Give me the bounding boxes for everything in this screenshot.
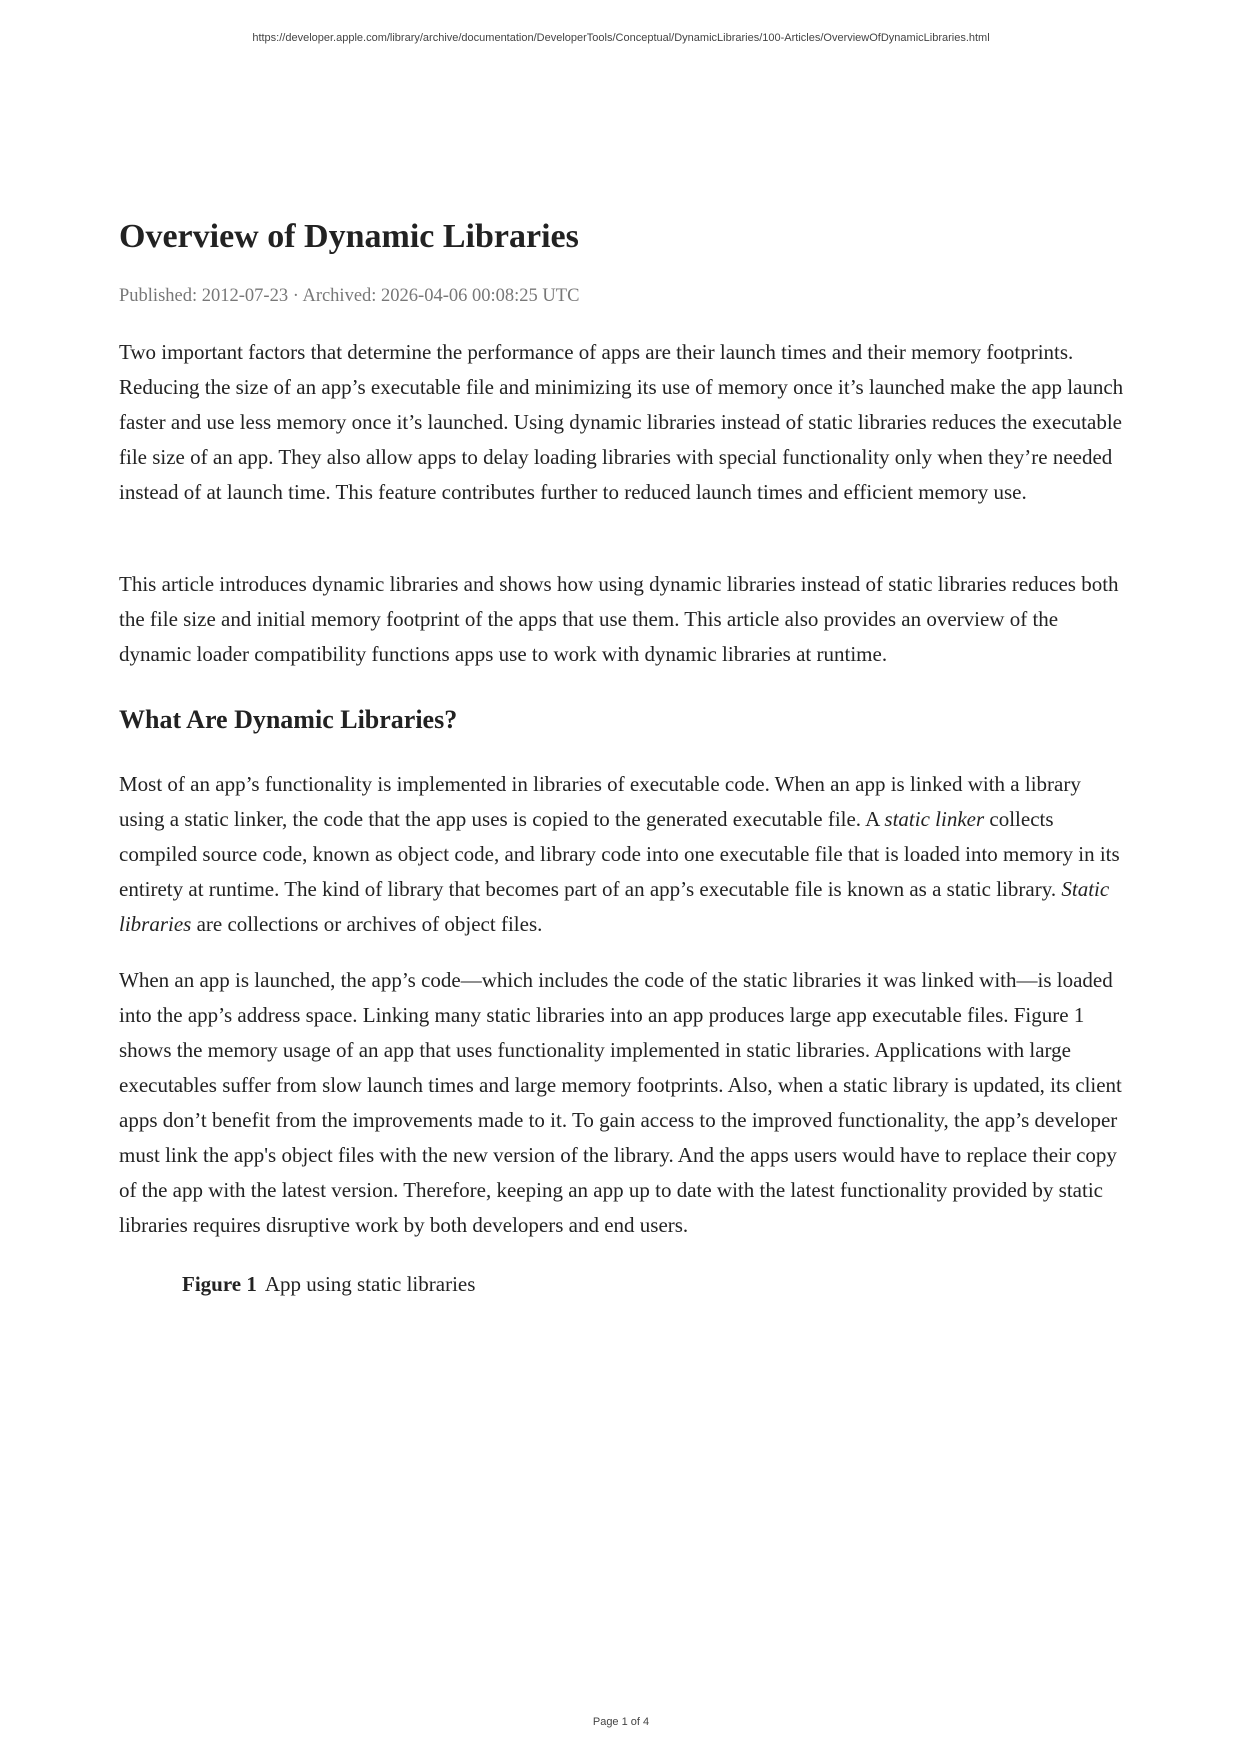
section-heading: What Are Dynamic Libraries?: [119, 705, 458, 734]
text: Most of an app’s functionality is implemented in libraries of executable code. When an app is linked with a library using a static linker, the code that the app uses is copied to the generated executable file. A: [119, 772, 1081, 831]
publish-meta: Published: 2012-07-23 · Archived: 2026-04-06 00:08:25 UTC: [119, 286, 580, 306]
text: collects compiled source code, known as object code, and library code into one executable file that is loaded into memory in its entirety at runtime. The kind of library that becomes part of an app’s executable file is known as a static library.: [119, 807, 1120, 901]
page-url-header: https://developer.apple.com/library/archive/documentation/DeveloperTools/Conceptual/DynamicLibraries/100-Articles/OverviewOfDynamicLibraries.html: [252, 32, 990, 44]
term-static-linker: static linker: [884, 807, 985, 831]
paragraph-static-linker: [119, 767, 1131, 942]
paragraph-intro: Two important factors that determine the performance of apps are their launch times and their memory footprints. Reducing the size of an app’s executable file and minimizing its use of memory once it’s launched make the app launch faster and use less memory once it’s launched. Using dynamic libraries instead of static libraries reduces the executable file size of an app. They also allow apps to delay loading libraries with special functionality only when they’re needed instead of at launch time. This feature contributes further to reduced launch times and efficient memory use.: [119, 340, 1124, 504]
figure-label: Figure 1: [182, 1272, 257, 1296]
figure-text: App using static libraries: [264, 1272, 476, 1296]
term-static-libraries: Static libraries: [119, 877, 1110, 936]
paragraph-app-launch: When an app is launched, the app’s code—which includes the code of the static libraries it was linked with—is loaded into the app’s address space. Linking many static libraries into an app produces large app executable files. Figure 1 shows the memory usage of an app that uses functionality implemented in static libraries. Applications with large executables suffer from slow launch times and large memory footprints. Also, when a static library is updated, its client apps don’t benefit from the improvements made to it. To gain access to the improved functionality, the app’s developer must link the app's object files with the new version of the library. And the apps users would have to replace their copy of the app with the latest version. Therefore, keeping an app up to date with the latest functionality provided by static libraries requires disruptive work by both developers and end users.: [119, 968, 1122, 1237]
page-title: Overview of Dynamic Libraries: [119, 218, 579, 255]
text: are collections or archives of object files.: [191, 912, 543, 936]
title-block: [119, 216, 1131, 258]
paragraph-article-summary: This article introduces dynamic libraries and shows how using dynamic libraries instead of static libraries reduces both the file size and initial memory footprint of the apps that use them. This article also provides an overview of the dynamic loader compatibility functions apps use to work with dynamic libraries at runtime.: [119, 572, 1119, 666]
page-number: Page 1 of 4: [592, 1716, 650, 1728]
figure-caption: [182, 1269, 475, 1299]
